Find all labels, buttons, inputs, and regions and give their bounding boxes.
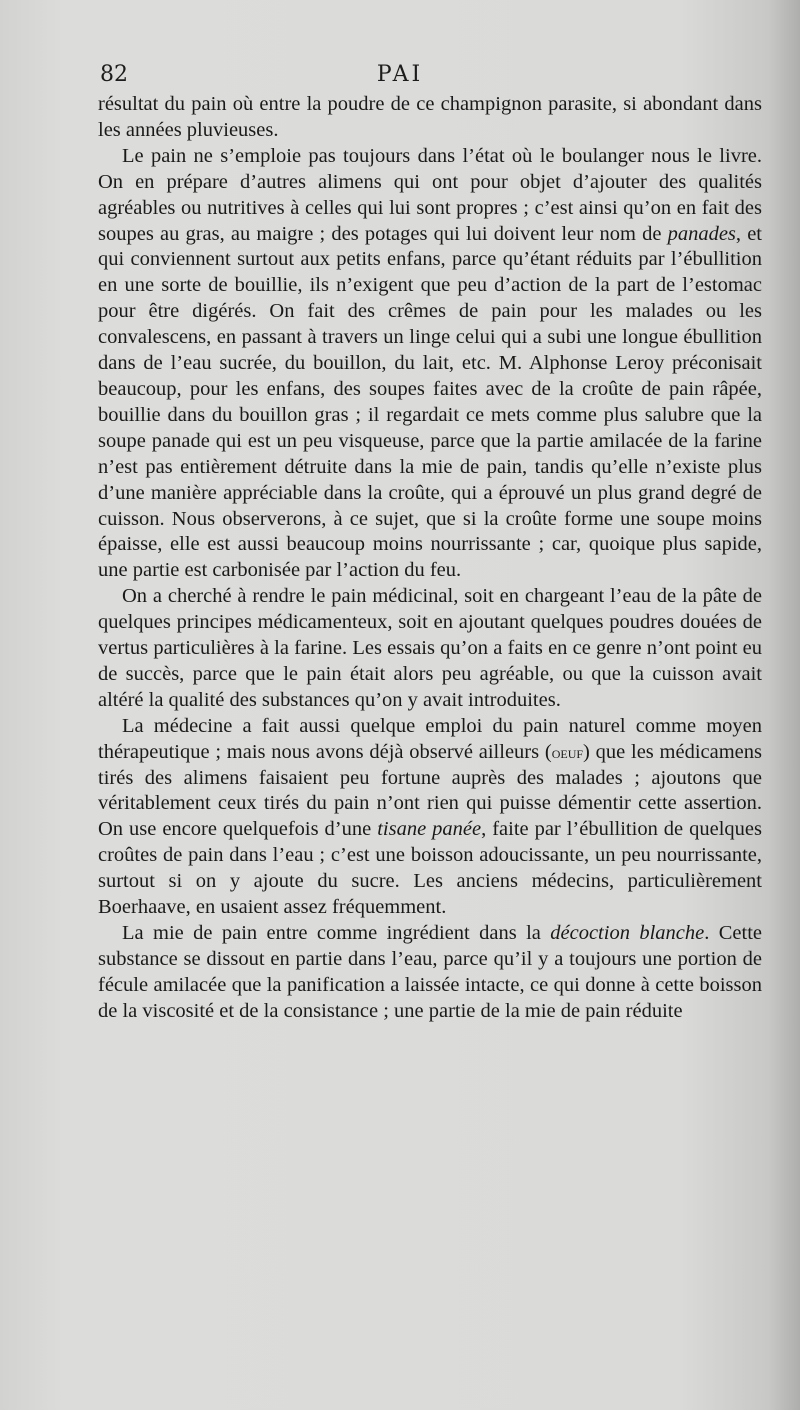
text-segment: résultat du pain où entre la poudre de ce champignon parasite, si abondant dans les années pluvieuses.	[98, 93, 762, 141]
text-segment: , et qui conviennent surtout aux petits enfans, parce qu’étant réduits par l’ébullition en une sorte de bouillie, ils n’exigent que peu d’action de la part de l’estomac pour être digérés. On fait des crêmes de pain pour les malades ou les convalescens, en passant à travers un linge celui qui a subi une longue ébullition dans de l’eau sucrée, du bouillon, du lait, etc. M. Alphonse Leroy préconisait beaucoup, pour les enfans, des soupes faites avec de la croûte de pain râpée, bouillie dans du bouillon gras ; il regardait ce mets comme plus salubre que la soupe panade qui est un peu visqueuse, parce que la partie amilacée de la farine n’est pas entièrement détruite dans la mie de pain, tandis qu’elle n’existe plus d’une manière appréciable dans la croûte, qui a éprouvé un plus grand degré de cuisson. Nous observerons, à ce sujet, que si la croûte forme une soupe moins épaisse, elle est aussi beaucoup moins nourrissante ; car, quoique plus sapide, une partie est carbonisée par l’action du feu.	[98, 222, 762, 582]
paragraph	[98, 144, 762, 584]
page-header	[0, 62, 800, 94]
paragraph	[98, 921, 762, 1025]
paragraph	[98, 714, 762, 921]
italic-text: panades	[667, 222, 736, 245]
page-number: 82	[100, 62, 128, 87]
text-segment: La mie de pain entre comme ingrédient dans la	[122, 922, 551, 944]
italic-text: tisane panée	[377, 818, 482, 841]
body-text	[98, 92, 762, 1025]
italic-text: décoction blanche	[550, 922, 705, 944]
text-segment: Le pain ne s’emploie pas toujours dans l’état où le boulanger nous le livre. On en prépare d’autres alimens qui ont pour objet d’ajouter des qualités agréables ou nutritives à celles qui lui sont propres ; c’est ainsi qu’on en fait des soupes au gras, au maigre ; des potages qui lui doivent leur nom de	[98, 144, 762, 245]
text-segment: ) que les médicamens tirés des alimens faisaient peu fortune auprès des malades ; ajoutons que véritablement ceux tirés du pain n’ont rien qui puisse démentir cette assertion. On use encore quelquefois d’une	[98, 740, 762, 841]
small-caps-text: oeuf	[551, 741, 584, 762]
paragraph	[98, 92, 762, 144]
text-segment: . Cette substance se dissout en partie dans l’eau, parce qu’il y a toujours une portion de fécule amilacée que la panification a laissée intacte, ce qui donne à cette boisson de la viscosité et de la consistance ; une partie de la mie de pain réduite	[98, 922, 762, 1022]
text-segment: On a cherché à rendre le pain médicinal, soit en chargeant l’eau de la pâte de quelques principes médicamenteux, soit en ajoutant quelques poudres douées de vertus particulières à la farine. Les essais qu’on a faits en ce genre n’ont point eu de succès, parce que le pain était alors peu agréable, ou que la cuisson avait altéré la qualité des substances qu’on y avait introduites.	[98, 585, 762, 711]
paragraph	[98, 584, 762, 714]
text-segment: La médecine a fait aussi quelque emploi du pain naturel comme moyen thérapeutique ; mais nous avons déjà observé ailleurs (	[98, 714, 762, 763]
text-segment: , faite par l’ébullition de quelques croûtes de pain dans l’eau ; c’est une boisson adoucissante, un peu nourrissante, surtout si on y ajoute du sucre. Les anciens médecins, particulièrement Boerhaave, en usaient assez fréquemment.	[98, 818, 762, 919]
running-head: PAI	[376, 62, 424, 87]
